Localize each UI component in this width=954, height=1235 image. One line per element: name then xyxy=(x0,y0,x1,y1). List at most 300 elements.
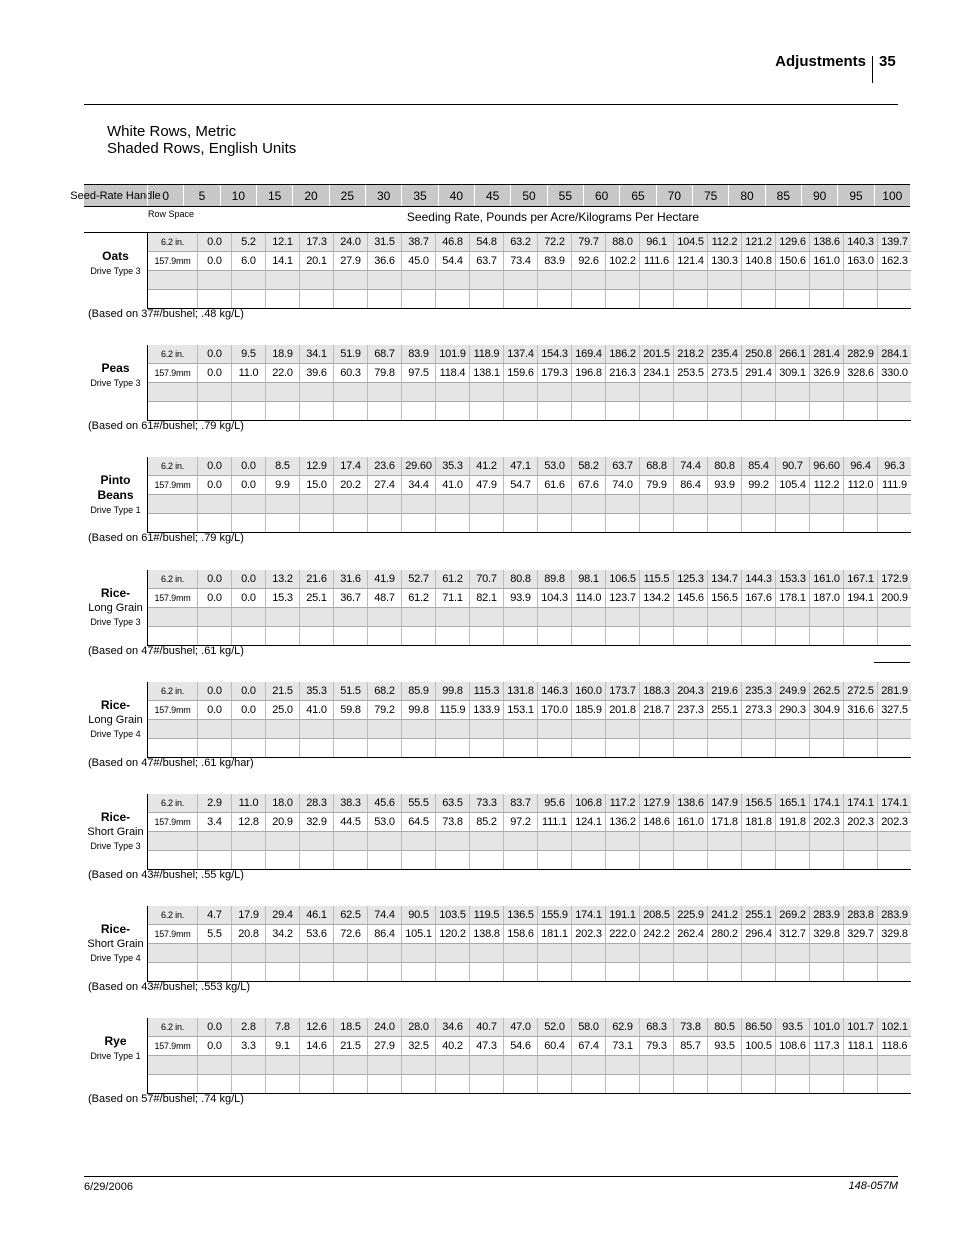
metric-rate-row xyxy=(148,589,911,608)
setting-header-cell: 75 xyxy=(692,185,728,206)
rate-cell xyxy=(605,832,639,850)
rate-cell: 0.0 xyxy=(197,252,231,270)
rate-cell: 102.2 xyxy=(605,252,639,270)
rate-cell: 17.3 xyxy=(299,233,333,251)
crop-name: Rye xyxy=(104,1034,127,1048)
rate-cell: 262.5 xyxy=(809,682,843,700)
rate-cell xyxy=(299,944,333,962)
rate-cell xyxy=(673,271,707,289)
rate-cell: 46.8 xyxy=(435,233,469,251)
crop-label xyxy=(84,249,147,278)
rate-cell xyxy=(231,851,265,869)
rate-cell xyxy=(299,271,333,289)
rate-cell: 191.1 xyxy=(605,906,639,924)
rate-cell xyxy=(537,271,571,289)
rate-cell: 163.0 xyxy=(843,252,877,270)
blank-metric-row xyxy=(148,1075,911,1094)
crop-label xyxy=(84,810,147,853)
rate-cell: 329.8 xyxy=(809,925,843,943)
rate-cell: 154.3 xyxy=(537,345,571,363)
rate-cell: 67.4 xyxy=(571,1037,605,1055)
rate-cell xyxy=(503,290,537,308)
rate-cell xyxy=(809,271,843,289)
rate-cell xyxy=(265,851,299,869)
rate-cell xyxy=(707,720,741,738)
rate-cell: 14.1 xyxy=(265,252,299,270)
rate-cell xyxy=(537,851,571,869)
rate-table xyxy=(147,1018,911,1094)
rate-cell xyxy=(741,1056,775,1074)
rate-cell xyxy=(673,495,707,513)
rate-cell xyxy=(571,1075,605,1093)
rate-cell xyxy=(265,402,299,420)
rate-cell xyxy=(775,608,809,626)
rate-cell: 329.8 xyxy=(877,925,911,943)
rate-cell xyxy=(367,963,401,981)
rate-cell: 202.3 xyxy=(809,813,843,831)
blank-english-row xyxy=(148,608,911,627)
rate-cell: 46.1 xyxy=(299,906,333,924)
rate-cell: 98.1 xyxy=(571,570,605,588)
rate-cell xyxy=(605,608,639,626)
rate-cell: 328.6 xyxy=(843,364,877,382)
rate-cell xyxy=(571,739,605,757)
rate-cell xyxy=(537,290,571,308)
rate-cell: 85.9 xyxy=(401,682,435,700)
rate-cell: 185.9 xyxy=(571,701,605,719)
rate-cell xyxy=(299,514,333,532)
rate-cell: 53.0 xyxy=(537,457,571,475)
rate-cell xyxy=(707,402,741,420)
rate-cell xyxy=(775,290,809,308)
rate-cell xyxy=(775,963,809,981)
rate-cell: 222.0 xyxy=(605,925,639,943)
crop-subname: Long Grain xyxy=(88,602,143,614)
rate-cell xyxy=(367,739,401,757)
rate-cell xyxy=(537,608,571,626)
rate-cell xyxy=(639,739,673,757)
rate-cell xyxy=(469,495,503,513)
rate-cell: 27.9 xyxy=(367,1037,401,1055)
rate-cell: 165.1 xyxy=(775,794,809,812)
rate-cell: 140.3 xyxy=(843,233,877,251)
rate-cell: 39.6 xyxy=(299,364,333,382)
rate-cell xyxy=(265,720,299,738)
rate-cell xyxy=(809,514,843,532)
rate-cell xyxy=(775,1075,809,1093)
rate-cell: 61.2 xyxy=(401,589,435,607)
rate-cell xyxy=(707,627,741,645)
rate-cell: 83.9 xyxy=(401,345,435,363)
rate-cell xyxy=(401,963,435,981)
rate-cell xyxy=(231,963,265,981)
rate-cell: 11.0 xyxy=(231,364,265,382)
rate-cell: 174.1 xyxy=(571,906,605,924)
rate-cell xyxy=(469,832,503,850)
rate-cell: 45.6 xyxy=(367,794,401,812)
rate-cell xyxy=(571,944,605,962)
rate-cell: 130.3 xyxy=(707,252,741,270)
rate-cell xyxy=(299,627,333,645)
seeding-rate-title: Seeding Rate, Pounds per Acre/Kilograms Per Hectare xyxy=(406,210,700,224)
rate-cell: 99.8 xyxy=(435,682,469,700)
rate-cell xyxy=(809,851,843,869)
rate-cell xyxy=(605,627,639,645)
row-space-value: 6.2 in. xyxy=(160,349,185,359)
rate-cell: 2.9 xyxy=(197,794,231,812)
rate-cell xyxy=(435,608,469,626)
rate-cell: 74.4 xyxy=(367,906,401,924)
rate-cell: 20.8 xyxy=(231,925,265,943)
rate-cell xyxy=(367,271,401,289)
rate-cell: 111.9 xyxy=(877,476,911,494)
rate-cell: 54.7 xyxy=(503,476,537,494)
rate-cell xyxy=(843,402,877,420)
setting-header-cell: 85 xyxy=(765,185,801,206)
rate-cell xyxy=(299,383,333,401)
rate-cell xyxy=(877,290,911,308)
rate-cell xyxy=(333,832,367,850)
rate-cell xyxy=(197,271,231,289)
rate-cell: 5.5 xyxy=(197,925,231,943)
rate-cell xyxy=(435,720,469,738)
rate-cell xyxy=(639,832,673,850)
row-space-value xyxy=(148,402,197,420)
bushel-note: (Based on 37#/bushel; .48 kg/L) xyxy=(88,308,244,320)
rate-cell xyxy=(741,271,775,289)
rate-cell: 137.4 xyxy=(503,345,537,363)
rate-cell: 14.6 xyxy=(299,1037,333,1055)
rate-cell: 82.1 xyxy=(469,589,503,607)
rate-cell: 312.7 xyxy=(775,925,809,943)
row-space-value: 157.9mm xyxy=(154,1041,191,1051)
rate-cell: 21.6 xyxy=(299,570,333,588)
rate-cell xyxy=(503,832,537,850)
rate-cell xyxy=(401,1075,435,1093)
rate-cell xyxy=(843,963,877,981)
rate-cell xyxy=(469,402,503,420)
rate-cell xyxy=(741,402,775,420)
rate-cell: 201.5 xyxy=(639,345,673,363)
rate-cell xyxy=(401,739,435,757)
rate-cell xyxy=(775,944,809,962)
rate-cell: 15.3 xyxy=(265,589,299,607)
rate-cell: 147.9 xyxy=(707,794,741,812)
rate-cell xyxy=(231,720,265,738)
rate-cell: 79.7 xyxy=(571,233,605,251)
row-space-value xyxy=(148,514,197,532)
rate-cell: 138.8 xyxy=(469,925,503,943)
setting-header-cell: 40 xyxy=(438,185,474,206)
rate-cell: 11.0 xyxy=(231,794,265,812)
rate-cell xyxy=(469,608,503,626)
rate-cell: 79.2 xyxy=(367,701,401,719)
rate-cell xyxy=(537,383,571,401)
rate-cell: 218.2 xyxy=(673,345,707,363)
rate-cell: 53.6 xyxy=(299,925,333,943)
english-rate-row xyxy=(148,457,911,476)
rate-cell xyxy=(503,627,537,645)
rate-cell: 89.8 xyxy=(537,570,571,588)
rate-cell: 54.6 xyxy=(503,1037,537,1055)
rate-cell xyxy=(707,495,741,513)
legend xyxy=(107,123,296,157)
rate-cell xyxy=(673,832,707,850)
rate-cell: 262.4 xyxy=(673,925,707,943)
rate-cell xyxy=(537,1056,571,1074)
rate-cell xyxy=(877,495,911,513)
rate-cell xyxy=(197,290,231,308)
rate-cell xyxy=(877,271,911,289)
rate-cell xyxy=(299,739,333,757)
rate-cell xyxy=(673,944,707,962)
rate-cell xyxy=(367,495,401,513)
rate-cell: 129.6 xyxy=(775,233,809,251)
seed-rate-handle-label: Seed-Rate Handle xyxy=(70,189,161,202)
crop-name: Rice- xyxy=(100,586,131,600)
english-rate-row xyxy=(148,1018,911,1037)
rate-cell: 12.8 xyxy=(231,813,265,831)
rate-cell: 100.5 xyxy=(741,1037,775,1055)
row-space-value xyxy=(148,271,197,289)
rate-cell xyxy=(741,290,775,308)
rate-cell xyxy=(503,1075,537,1093)
rate-cell xyxy=(571,271,605,289)
rate-cell xyxy=(537,1075,571,1093)
rate-cell: 172.9 xyxy=(877,570,911,588)
legend-metric: White Rows, Metric xyxy=(107,123,237,140)
rate-cell: 131.8 xyxy=(503,682,537,700)
crop-label xyxy=(84,698,147,741)
rate-cell: 273.5 xyxy=(707,364,741,382)
rate-cell: 34.2 xyxy=(265,925,299,943)
rate-cell xyxy=(877,514,911,532)
rate-cell: 281.4 xyxy=(809,345,843,363)
rate-cell xyxy=(809,739,843,757)
rate-cell xyxy=(265,739,299,757)
rate-cell xyxy=(537,402,571,420)
english-rate-row xyxy=(148,345,911,364)
rate-cell: 200.9 xyxy=(877,589,911,607)
rate-cell xyxy=(537,514,571,532)
row-space-value: 6.2 in. xyxy=(160,798,185,808)
rate-cell xyxy=(537,944,571,962)
rate-cell: 28.3 xyxy=(299,794,333,812)
rate-cell: 118.6 xyxy=(877,1037,911,1055)
rate-cell xyxy=(367,290,401,308)
blank-english-row xyxy=(148,832,911,851)
rate-cell: 86.4 xyxy=(673,476,707,494)
rate-cell: 62.9 xyxy=(605,1018,639,1036)
rate-cell: 21.5 xyxy=(265,682,299,700)
rate-cell xyxy=(401,514,435,532)
rate-cell: 3.3 xyxy=(231,1037,265,1055)
rate-cell: 156.5 xyxy=(741,794,775,812)
rate-cell: 92.6 xyxy=(571,252,605,270)
rate-cell xyxy=(707,1056,741,1074)
rate-cell xyxy=(197,1075,231,1093)
metric-rate-row xyxy=(148,813,911,832)
rate-cell: 0.0 xyxy=(197,1037,231,1055)
rate-cell: 144.3 xyxy=(741,570,775,588)
rate-cell xyxy=(843,944,877,962)
row-space-value: 6.2 in. xyxy=(160,574,185,584)
rate-cell: 97.2 xyxy=(503,813,537,831)
rate-cell xyxy=(197,495,231,513)
crop-label xyxy=(84,922,147,965)
rate-cell xyxy=(741,944,775,962)
rate-cell: 5.2 xyxy=(231,233,265,251)
english-rate-row xyxy=(148,906,911,925)
rate-cell: 111.6 xyxy=(639,252,673,270)
rate-cell xyxy=(197,963,231,981)
rate-cell xyxy=(435,383,469,401)
rate-cell xyxy=(469,720,503,738)
row-space-value xyxy=(148,851,197,869)
rate-cell xyxy=(775,271,809,289)
rate-cell xyxy=(299,1075,333,1093)
rate-cell xyxy=(741,1075,775,1093)
crop-block xyxy=(84,457,910,557)
rate-cell: 326.9 xyxy=(809,364,843,382)
rate-cell xyxy=(401,383,435,401)
rate-cell: 102.1 xyxy=(877,1018,911,1036)
rate-cell xyxy=(401,944,435,962)
rate-table xyxy=(147,682,911,758)
rate-cell xyxy=(503,383,537,401)
rate-cell: 80.8 xyxy=(707,457,741,475)
rate-cell: 47.1 xyxy=(503,457,537,475)
rate-cell: 32.9 xyxy=(299,813,333,831)
blank-metric-row xyxy=(148,963,911,982)
rate-cell xyxy=(265,514,299,532)
rate-cell: 63.7 xyxy=(469,252,503,270)
rate-cell: 173.7 xyxy=(605,682,639,700)
rate-cell xyxy=(877,1075,911,1093)
metric-rate-row xyxy=(148,252,911,271)
rate-cell xyxy=(367,383,401,401)
rate-cell xyxy=(367,944,401,962)
rate-cell xyxy=(877,832,911,850)
rate-cell xyxy=(333,720,367,738)
rate-cell xyxy=(605,963,639,981)
setting-header-cell: 35 xyxy=(401,185,437,206)
rate-cell: 125.3 xyxy=(673,570,707,588)
rate-cell xyxy=(333,608,367,626)
rate-cell xyxy=(435,402,469,420)
rate-cell: 124.1 xyxy=(571,813,605,831)
rate-cell xyxy=(605,1075,639,1093)
blank-english-row xyxy=(148,495,911,514)
rate-cell: 255.1 xyxy=(741,906,775,924)
rate-cell: 20.9 xyxy=(265,813,299,831)
rate-cell xyxy=(367,514,401,532)
rate-cell: 0.0 xyxy=(197,1018,231,1036)
rate-cell: 0.0 xyxy=(197,570,231,588)
rate-cell: 101.9 xyxy=(435,345,469,363)
rate-cell xyxy=(741,514,775,532)
rate-cell: 218.7 xyxy=(639,701,673,719)
metric-rate-row xyxy=(148,925,911,944)
rate-cell: 0.0 xyxy=(231,570,265,588)
rate-cell: 73.8 xyxy=(435,813,469,831)
rate-cell: 273.3 xyxy=(741,701,775,719)
rate-cell xyxy=(265,832,299,850)
rate-cell: 162.3 xyxy=(877,252,911,270)
rate-cell: 67.6 xyxy=(571,476,605,494)
rate-cell xyxy=(401,402,435,420)
rate-cell xyxy=(333,627,367,645)
bushel-note: (Based on 61#/bushel; .79 kg/L) xyxy=(88,532,244,544)
rate-cell xyxy=(843,627,877,645)
rate-cell: 145.6 xyxy=(673,589,707,607)
rate-cell xyxy=(707,739,741,757)
rate-cell xyxy=(435,627,469,645)
rate-cell: 138.6 xyxy=(673,794,707,812)
rate-cell xyxy=(707,514,741,532)
rate-cell xyxy=(877,627,911,645)
rate-cell: 68.7 xyxy=(367,345,401,363)
rate-cell: 73.3 xyxy=(469,794,503,812)
rate-cell: 41.9 xyxy=(367,570,401,588)
rate-cell xyxy=(673,1075,707,1093)
rate-cell: 241.2 xyxy=(707,906,741,924)
rate-cell: 329.7 xyxy=(843,925,877,943)
drive-type: Drive Type 4 xyxy=(90,953,141,963)
drive-type: Drive Type 1 xyxy=(90,1051,141,1061)
rate-cell xyxy=(571,627,605,645)
rate-cell: 74.4 xyxy=(673,457,707,475)
rate-cell xyxy=(673,514,707,532)
rate-cell xyxy=(435,963,469,981)
drive-type: Drive Type 1 xyxy=(90,505,141,515)
row-space-value xyxy=(148,627,197,645)
row-space-value xyxy=(148,383,197,401)
rate-cell xyxy=(843,608,877,626)
rate-cell xyxy=(435,1075,469,1093)
rate-cell: 32.5 xyxy=(401,1037,435,1055)
header-rule xyxy=(84,104,898,105)
rate-cell: 93.9 xyxy=(707,476,741,494)
rate-cell xyxy=(605,720,639,738)
rate-cell: 6.0 xyxy=(231,252,265,270)
rate-cell xyxy=(503,495,537,513)
rate-cell xyxy=(877,944,911,962)
blank-metric-row xyxy=(148,290,911,309)
rate-cell: 0.0 xyxy=(231,457,265,475)
rate-cell xyxy=(231,290,265,308)
rate-cell: 115.3 xyxy=(469,682,503,700)
rate-cell: 96.4 xyxy=(843,457,877,475)
rate-cell xyxy=(605,402,639,420)
rate-cell xyxy=(809,383,843,401)
rate-cell: 12.9 xyxy=(299,457,333,475)
rate-cell: 51.9 xyxy=(333,345,367,363)
row-space-value xyxy=(148,739,197,757)
rate-cell: 85.2 xyxy=(469,813,503,831)
rate-cell: 7.8 xyxy=(265,1018,299,1036)
rate-cell: 8.5 xyxy=(265,457,299,475)
rate-cell xyxy=(197,402,231,420)
setting-header-cell: 55 xyxy=(547,185,583,206)
rate-cell xyxy=(401,495,435,513)
rate-cell xyxy=(673,720,707,738)
rate-cell xyxy=(231,271,265,289)
rate-cell: 18.9 xyxy=(265,345,299,363)
rate-cell xyxy=(809,1056,843,1074)
rate-cell: 90.7 xyxy=(775,457,809,475)
rate-cell: 225.9 xyxy=(673,906,707,924)
